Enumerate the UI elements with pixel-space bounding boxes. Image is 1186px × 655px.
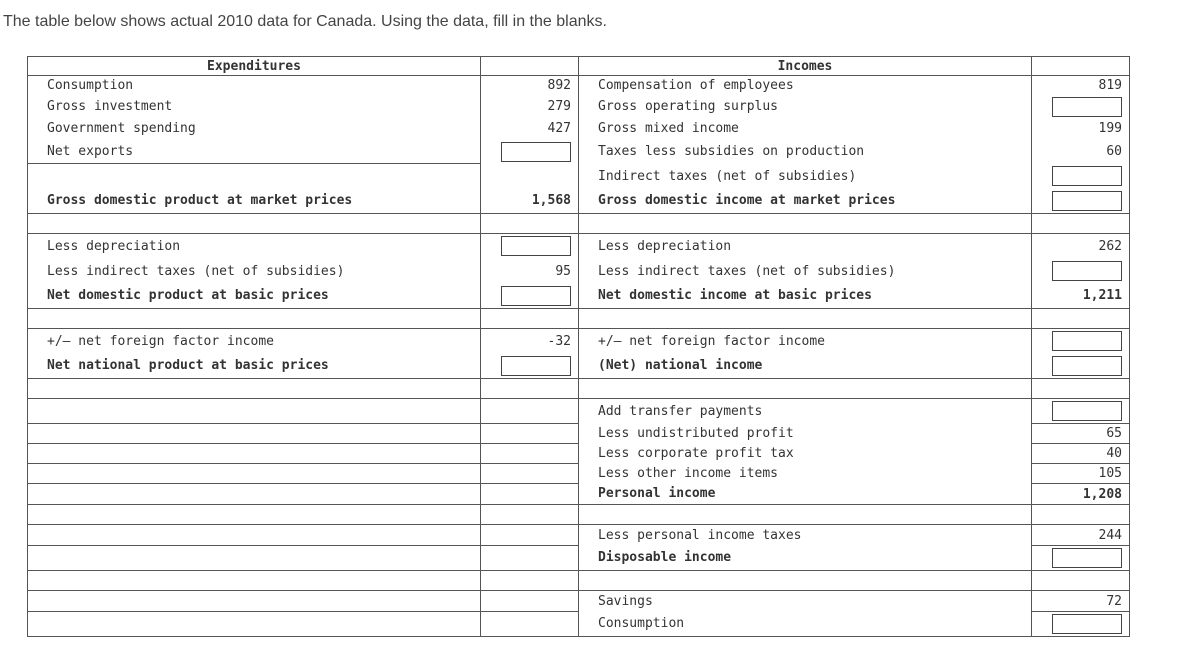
- table-row: [28, 96, 1130, 118]
- net-exports-input[interactable]: [501, 142, 571, 162]
- expenditure-label: Net exports: [28, 140, 481, 164]
- empty-cell: [28, 424, 481, 444]
- table-row: [28, 329, 1130, 354]
- empty-cell: [28, 546, 481, 571]
- table-row: [28, 118, 1130, 140]
- table-row: [28, 140, 1130, 164]
- net-national-product-cell: [481, 354, 579, 379]
- expenditure-label: Less depreciation: [28, 234, 481, 259]
- income-label: Personal income: [579, 484, 1032, 505]
- national-income-input[interactable]: [1052, 356, 1122, 376]
- income-label: Less personal income taxes: [579, 525, 1032, 546]
- table-row: [28, 284, 1130, 309]
- spacer-row: [28, 505, 1130, 525]
- table-row: [28, 525, 1130, 546]
- income-label: Add transfer payments: [579, 399, 1032, 424]
- expenditure-label: +/– net foreign factor income: [28, 329, 481, 354]
- income-label: Gross operating surplus: [579, 96, 1032, 118]
- table-row: [28, 164, 1130, 189]
- empty-cell: [481, 399, 579, 424]
- consumption-input[interactable]: [1052, 614, 1122, 634]
- gross-operating-surplus-input[interactable]: [1052, 97, 1122, 117]
- empty-cell: [28, 399, 481, 424]
- table-row: [28, 546, 1130, 571]
- net-national-product-input[interactable]: [501, 356, 571, 376]
- empty-cell: [481, 591, 579, 612]
- table-row: [28, 354, 1130, 379]
- empty-cell: [28, 612, 481, 637]
- expenditures-header: Expenditures: [28, 57, 481, 76]
- expenditure-value: 1,568: [481, 189, 579, 214]
- table-row: [28, 612, 1130, 637]
- empty-cell: [28, 164, 481, 189]
- expenditure-value: 427: [481, 118, 579, 140]
- empty-cell: [28, 525, 481, 546]
- income-label: (Net) national income: [579, 354, 1032, 379]
- income-value: 72: [1032, 591, 1130, 612]
- expenditure-label: Less indirect taxes (net of subsidies): [28, 259, 481, 284]
- expenditure-value: 279: [481, 96, 579, 118]
- income-value: 1,208: [1032, 484, 1130, 505]
- income-label: Taxes less subsidies on production: [579, 140, 1032, 164]
- gross-domestic-income-input[interactable]: [1052, 191, 1122, 211]
- spacer-row: [28, 571, 1130, 591]
- income-value: 1,211: [1032, 284, 1130, 309]
- transfer-payments-input[interactable]: [1052, 401, 1122, 421]
- expenditure-label: Net domestic product at basic prices: [28, 284, 481, 309]
- table-row: [28, 399, 1130, 424]
- income-label: Less other income items: [579, 464, 1032, 484]
- income-value: 105: [1032, 464, 1130, 484]
- income-label: Savings: [579, 591, 1032, 612]
- income-value: 60: [1032, 140, 1130, 164]
- national-income-cell: [1032, 354, 1130, 379]
- empty-cell: [481, 525, 579, 546]
- gross-operating-surplus-cell: [1032, 96, 1130, 118]
- table-row: [28, 259, 1130, 284]
- income-value: 819: [1032, 76, 1130, 96]
- empty-cell: [481, 612, 579, 637]
- gross-domestic-income-cell: [1032, 189, 1130, 214]
- income-value: 40: [1032, 444, 1130, 464]
- table-row: [28, 484, 1130, 505]
- income-value: 65: [1032, 424, 1130, 444]
- income-label: Compensation of employees: [579, 76, 1032, 96]
- empty-cell: [28, 464, 481, 484]
- income-label: Disposable income: [579, 546, 1032, 571]
- table-row: [28, 189, 1130, 214]
- income-label: Less corporate profit tax: [579, 444, 1032, 464]
- header-spacer: [1032, 57, 1130, 76]
- table-row: [28, 444, 1130, 464]
- indirect-taxes-cell: [1032, 164, 1130, 189]
- net-domestic-product-input[interactable]: [501, 286, 571, 306]
- less-depreciation-cell: [481, 234, 579, 259]
- income-label: Net domestic income at basic prices: [579, 284, 1032, 309]
- spacer-row: [28, 214, 1130, 234]
- less-indirect-taxes-cell: [1032, 259, 1130, 284]
- expenditure-label: Net national product at basic prices: [28, 354, 481, 379]
- transfer-payments-cell: [1032, 399, 1130, 424]
- income-label: Less indirect taxes (net of subsidies): [579, 259, 1032, 284]
- gdp-table: [27, 56, 1130, 637]
- incomes-header: Incomes: [579, 57, 1032, 76]
- net-foreign-factor-income-cell: [1032, 329, 1130, 354]
- income-label: Consumption: [579, 612, 1032, 637]
- empty-cell: [28, 591, 481, 612]
- expenditure-label: Gross investment: [28, 96, 481, 118]
- income-label: Less depreciation: [579, 234, 1032, 259]
- income-label: Gross domestic income at market prices: [579, 189, 1032, 214]
- income-label: +/– net foreign factor income: [579, 329, 1032, 354]
- empty-cell: [28, 484, 481, 505]
- empty-cell: [481, 444, 579, 464]
- empty-cell: [28, 444, 481, 464]
- header-row: [28, 57, 1130, 76]
- disposable-income-cell: [1032, 546, 1130, 571]
- empty-cell: [481, 484, 579, 505]
- spacer-row: [28, 309, 1130, 329]
- table-row: [28, 424, 1130, 444]
- expenditure-value: 95: [481, 259, 579, 284]
- expenditure-label: Government spending: [28, 118, 481, 140]
- expenditure-label: Gross domestic product at market prices: [28, 189, 481, 214]
- net-domestic-product-cell: [481, 284, 579, 309]
- spacer-row: [28, 379, 1130, 399]
- expenditure-label: Consumption: [28, 76, 481, 96]
- income-label: Indirect taxes (net of subsidies): [579, 164, 1032, 189]
- expenditure-value: -32: [481, 329, 579, 354]
- net-exports-cell: [481, 140, 579, 164]
- income-value: 262: [1032, 234, 1130, 259]
- empty-cell: [481, 464, 579, 484]
- income-label: Gross mixed income: [579, 118, 1032, 140]
- income-value: 199: [1032, 118, 1130, 140]
- disposable-income-input[interactable]: [1052, 548, 1122, 568]
- table-row: [28, 464, 1130, 484]
- net-foreign-factor-income-input[interactable]: [1052, 331, 1122, 351]
- consumption-cell: [1032, 612, 1130, 637]
- less-indirect-taxes-input[interactable]: [1052, 261, 1122, 281]
- table-row: [28, 234, 1130, 259]
- header-spacer: [481, 57, 579, 76]
- table-row: [28, 76, 1130, 96]
- expenditure-value: 892: [481, 76, 579, 96]
- empty-cell: [481, 546, 579, 571]
- empty-cell: [481, 424, 579, 444]
- table-row: [28, 591, 1130, 612]
- indirect-taxes-input[interactable]: [1052, 166, 1122, 186]
- income-label: Less undistributed profit: [579, 424, 1032, 444]
- instructions-text: The table below shows actual 2010 data for Canada. Using the data, fill in the blanks.: [3, 13, 607, 30]
- income-value: 244: [1032, 525, 1130, 546]
- empty-cell: [481, 164, 579, 189]
- less-depreciation-input[interactable]: [501, 236, 571, 256]
